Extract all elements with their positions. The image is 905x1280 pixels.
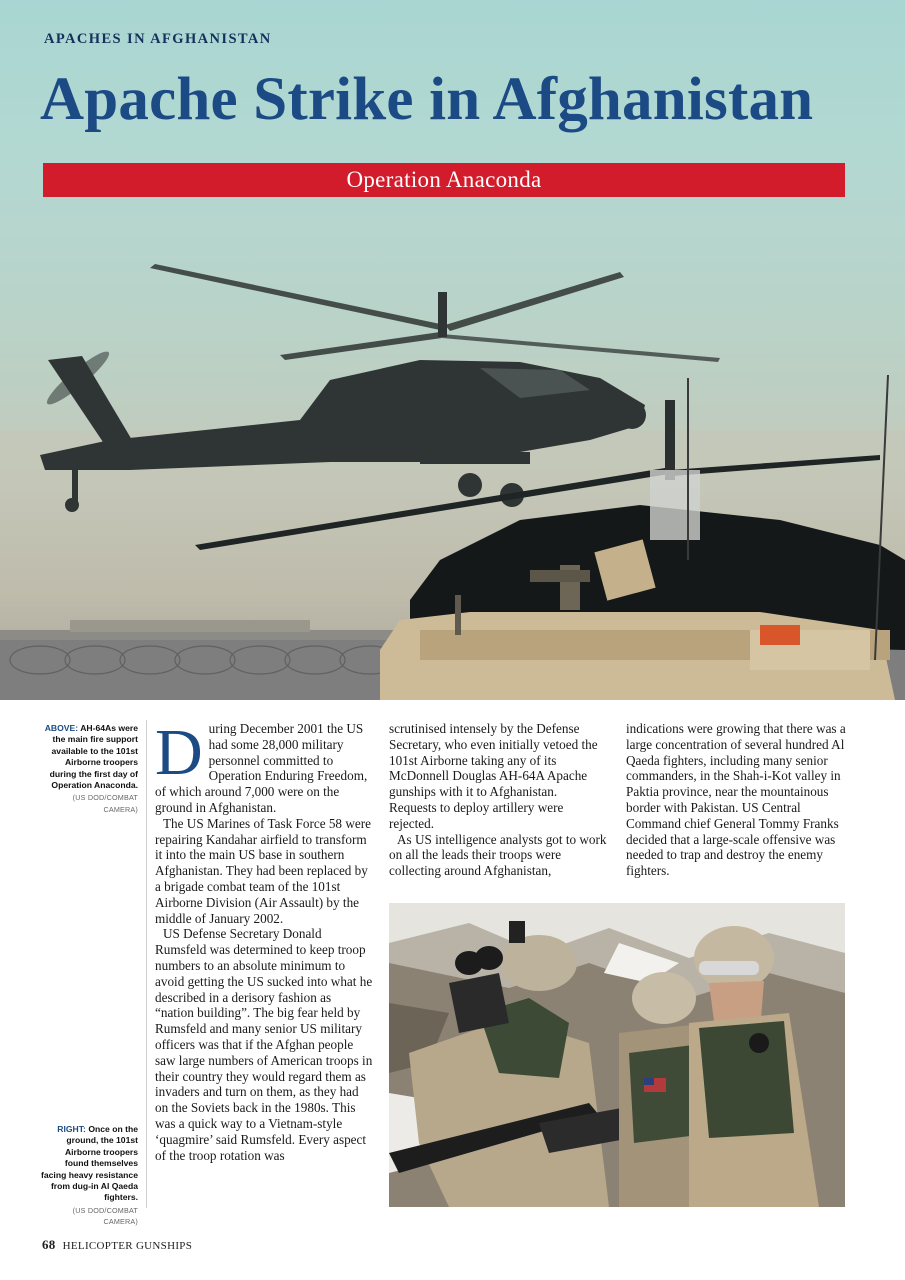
paragraph: scrutinised intensely by the Defense Secretary, who even initially vetoed the 101st Airborne taking any of its McDonnell Douglas AH-64A Apache gunships with it to Afghanistan. Requests to deploy artillery were rejected. bbox=[389, 721, 598, 831]
drop-cap: D bbox=[155, 716, 203, 789]
page-footer bbox=[42, 1237, 192, 1253]
paragraph: The US Marines of Task Force 58 were repairing Kandahar airfield to transform it into the main US base in southern Afghanistan. They had been replaced by a brigade combat team of the 101st Airborne Division (Air Assault) by the middle of January 2002. bbox=[155, 815, 371, 926]
soldiers-photo bbox=[389, 903, 845, 1207]
page-title: Apache Strike in Afghanistan bbox=[40, 66, 814, 133]
caption-right-label: RIGHT: bbox=[57, 1124, 86, 1134]
body-column-1 bbox=[155, 716, 373, 1163]
paragraph-text: uring December 2001 the US had some 28,000 military personnel committed to Operation Enduring Freedom, of which around 7,000 were on the ground in Afghanistan. bbox=[155, 721, 368, 815]
section-label: APACHES IN AFGHANISTAN bbox=[44, 31, 272, 47]
subtitle-text: Operation Anaconda bbox=[346, 167, 542, 192]
caption-above-label: ABOVE: bbox=[44, 723, 79, 733]
caption-right bbox=[40, 1124, 138, 1228]
body-column-3 bbox=[626, 721, 846, 879]
body-column-2 bbox=[389, 721, 607, 879]
caption-right-credit: (US DOD/COMBAT CAMERA) bbox=[72, 1205, 138, 1227]
page-number: 68 bbox=[42, 1237, 56, 1252]
caption-above-text: AH-64As were the main fire support available to the 101st Airborne troopers during the first day of Operation Anaconda. bbox=[49, 723, 138, 791]
caption-divider bbox=[146, 720, 147, 1208]
paragraph bbox=[155, 716, 373, 816]
caption-above-credit: (US DOD/COMBAT CAMERA) bbox=[72, 793, 138, 814]
paragraph: As US intelligence analysts got to work on all the leads their troops were collecting around Afghanistan, bbox=[389, 831, 607, 879]
subtitle-banner bbox=[43, 163, 845, 197]
caption-above bbox=[40, 723, 138, 815]
paragraph: indications were growing that there was a large concentration of several hundred Al Qaeda fighters, including many senior commanders, in the Shah-i-Kot valley in Paktia province, near the mountainous border with Pakistan. US Central Command chief General Tommy Franks decided that a large-scale offensive was needed to trap and destroy the enemy fighters. bbox=[626, 721, 846, 879]
publication-name: HELICOPTER GUNSHIPS bbox=[62, 1240, 193, 1252]
caption-right-text: Once on the ground, the 101st Airborne troopers found themselves facing heavy resistance from dug-in Al Qaeda fighters. bbox=[41, 1124, 138, 1203]
paragraph: US Defense Secretary Donald Rumsfeld was determined to keep troop numbers to an absolute minimum to avoid getting the US sucked into what he described in a derisory fashion as “nation building”. The big fear held by Rumsfeld and many senior US military officers was that if the Afghan people saw large numbers of American troops in their country they would regard them as invaders and turn on them, as they had on the Soviets back in the 1980s. This was a quick way to a Vietnam-style ‘quagmire’ said Rumsfeld. Every aspect of the troop rotation was bbox=[155, 926, 373, 1163]
soldiers-illustration bbox=[389, 903, 845, 1207]
